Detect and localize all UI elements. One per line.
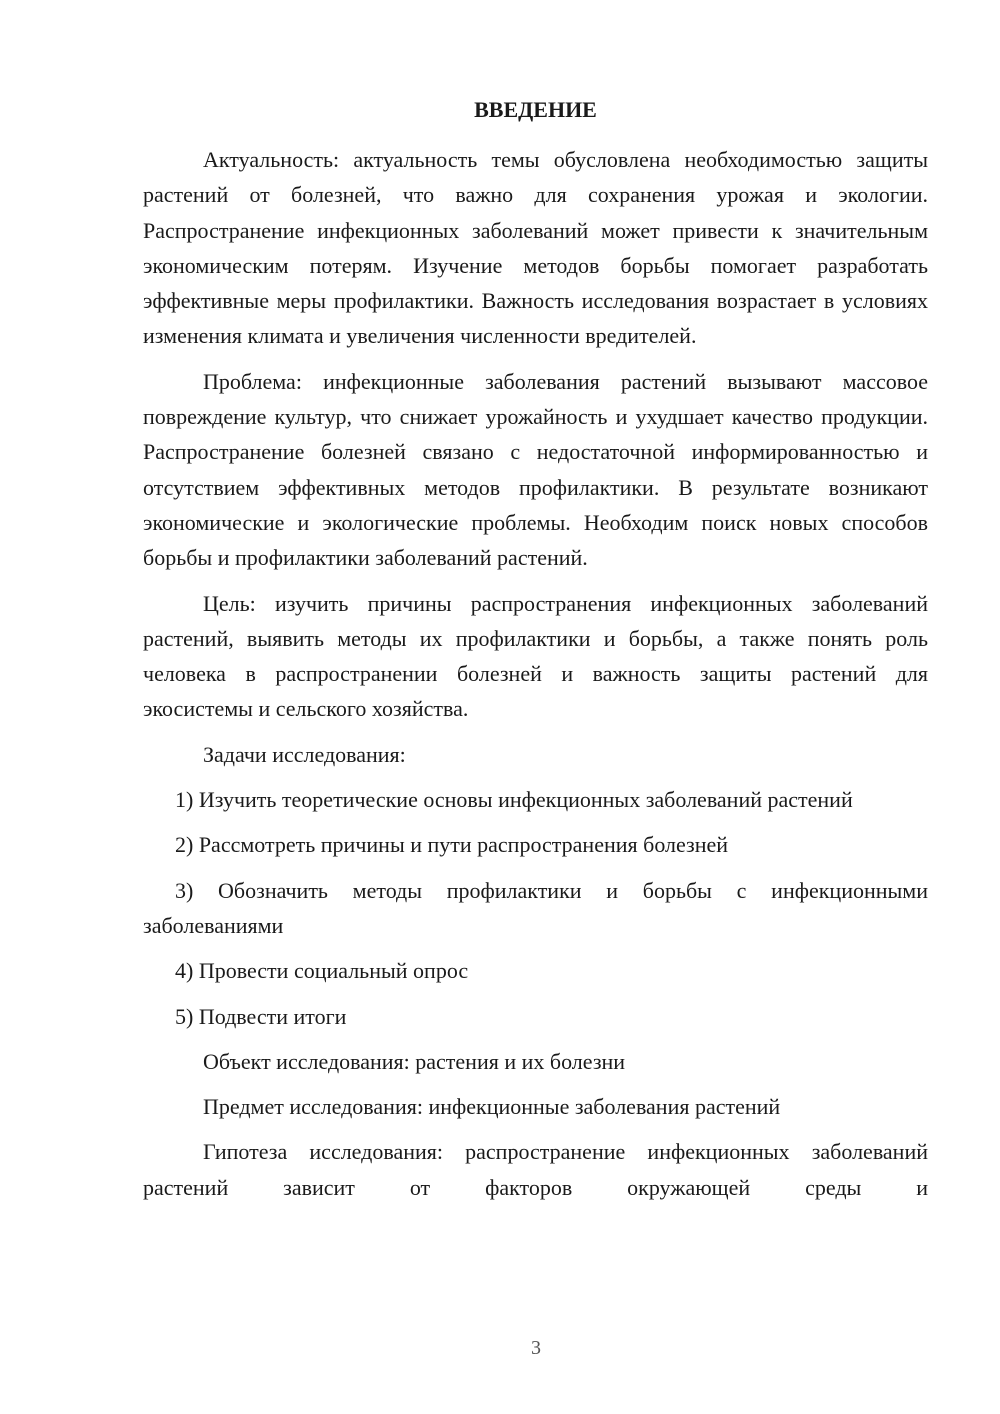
task-item-1: 1) Изучить теоретические основы инфекционных заболеваний растений [175,787,853,813]
research-subject: Предмет исследования: инфекционные заболевания растений [203,1094,781,1120]
page-title: ВВЕДЕНИЕ [474,97,597,122]
page-number: 3 [531,1337,541,1359]
problem-paragraph: Проблема: инфекционные заболевания растений вызывают массовое повреждение культур, что снижает урожайность и ухудшает качество продукции. Распространение болезней связано с недостаточной информированностью и отсутствием эффективных методов профилактики. В результате возникают экономические и экологические проблемы. Необходим поиск новых способов борьбы и профилактики заболеваний растений. [143,368,928,571]
goal-paragraph: Цель: изучить причины распространения инфекционных заболеваний растений, выявить методы их профилактики и борьбы, а также понять роль человека в распространении болезней и важность защиты растений для экосистемы и сельского хозяйства. [143,590,928,722]
task-item-4: 4) Провести социальный опрос [175,958,469,984]
document-page [143,96,928,1205]
research-object: Объект исследования: растения и их болезни [203,1048,626,1074]
tasks-heading: Задачи исследования: [203,741,406,767]
task-item-2: 2) Рассмотреть причины и пути распространения болезней [175,832,729,858]
relevance-paragraph: Актуальность: актуальность темы обусловлена необходимостью защиты растений от болезней, что важно для сохранения урожая и экологии. Распространение инфекционных заболеваний может привести к значительным экономическим потерям. Изучение методов борьбы помогает разработать эффективные меры профилактики. Важность исследования возрастает в условиях изменения климата и увеличения численности вредителей. [143,147,928,349]
research-hypothesis: Гипотеза исследования: распространение инфекционных заболеваний растений зависит от факторов окружающей среды и [143,1139,928,1200]
task-item-3: 3) Обозначить методы профилактики и борьбы с инфекционными заболеваниями [143,877,928,938]
task-item-5: 5) Подвести итоги [175,1003,347,1029]
